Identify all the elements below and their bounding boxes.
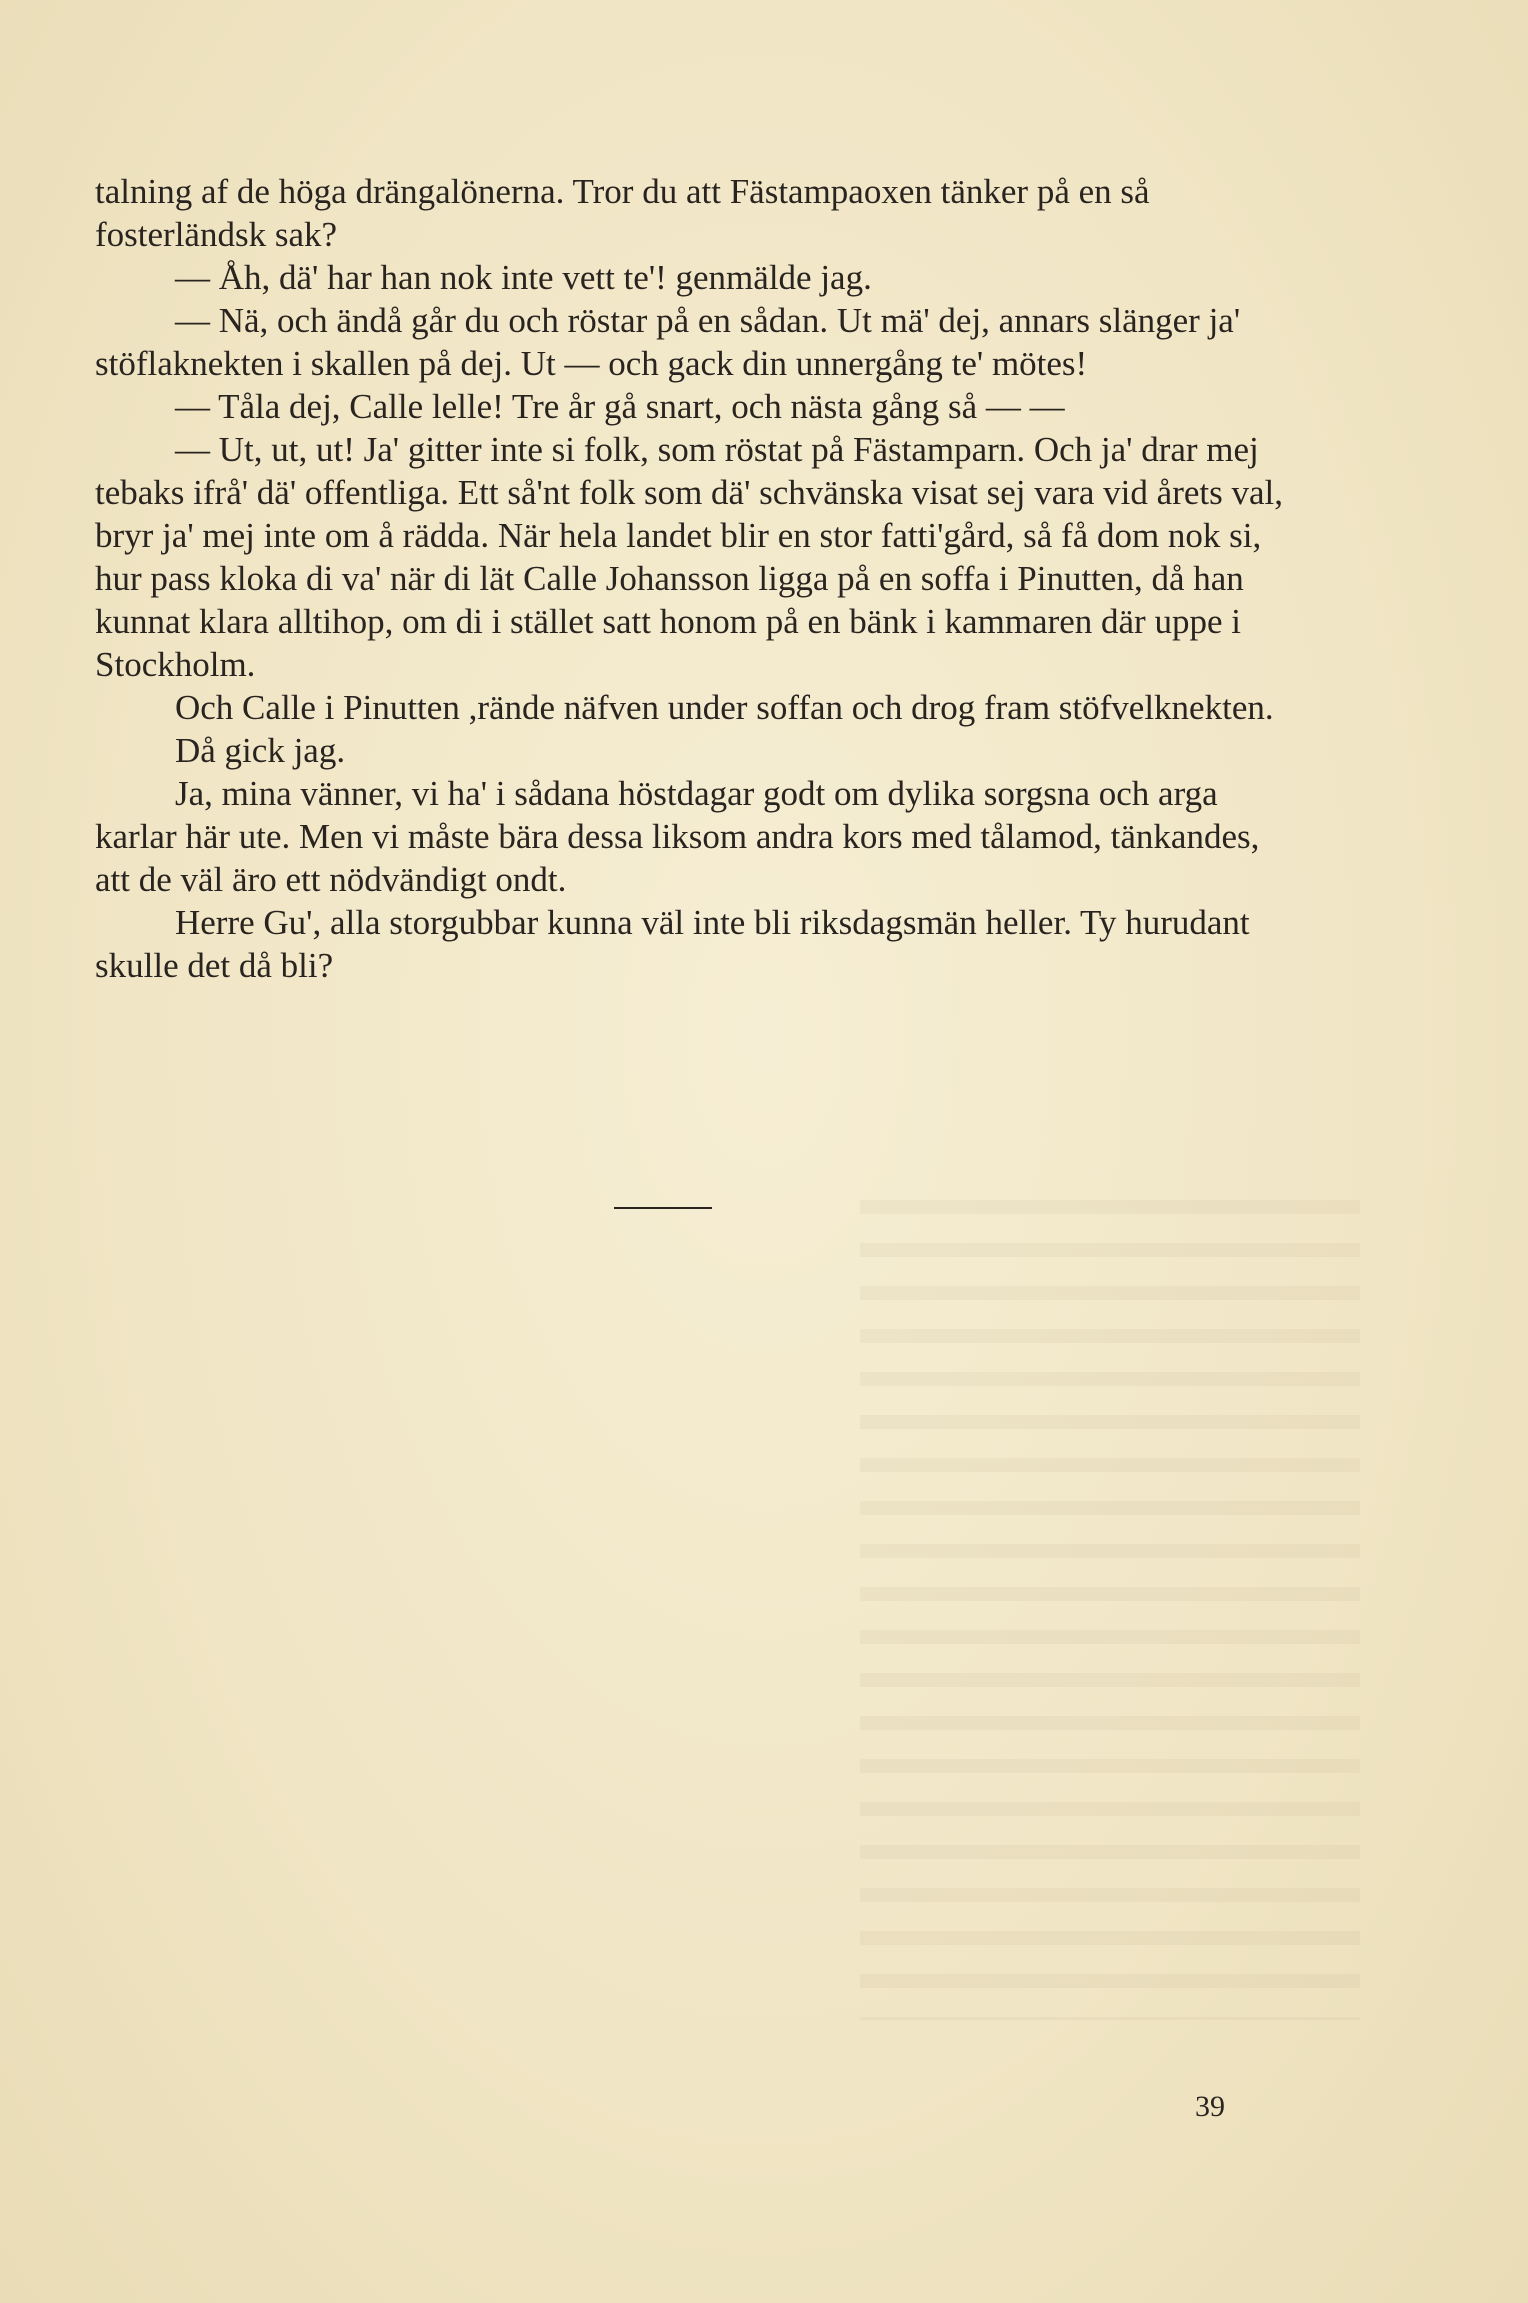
- paragraph-2: — Åh, dä' har han nok inte vett te'! genmälde jag.: [175, 258, 872, 297]
- section-divider: [614, 1207, 712, 1209]
- paragraph-3: — Nä, och ändå går du och röstar på en sådan. Ut mä' dej, annars slänger ja' stöflaknekten i skallen på dej. Ut — och gack din unnergång te' mötes!: [95, 301, 1241, 383]
- page-number: 39: [1195, 2090, 1225, 2123]
- paragraph-7: Då gick jag.: [175, 731, 346, 770]
- paragraph-4: — Tåla dej, Calle lelle! Tre år gå snart, och nästa gång så — —: [175, 387, 1065, 426]
- paragraph-1: talning af de höga drängalönerna. Tror du att Fästampaoxen tänker på en så fosterländsk sak?: [95, 172, 1150, 254]
- paragraph-6: Och Calle i Pinutten ,rände näfven under soffan och drog fram stöfvelknekten.: [175, 688, 1274, 727]
- body-text: [95, 170, 1295, 987]
- paragraph-5: — Ut, ut, ut! Ja' gitter inte si folk, som röstat på Fästamparn. Och ja' drar mej tebaks ifrå' dä' offentliga. Ett så'nt folk som dä' schvänska visat sej vara vid årets val, bryr ja' mej inte om å rädda. När hela landet blir en stor fatti'gård, så få dom nok si, hur pass kloka di va' när di lät Calle Johansson ligga på en soffa i Pinutten, då han kunnat klara alltihop, om di i stället satt honom på en bänk i kammaren där uppe i Stockholm.: [95, 430, 1283, 684]
- paragraph-9: Herre Gu', alla storgubbar kunna väl inte bli riksdagsmän heller. Ty hurudant skulle det då bli?: [95, 903, 1250, 985]
- paragraph-8: Ja, mina vänner, vi ha' i sådana höstdagar godt om dylika sorgsna och arga karlar här ute. Men vi måste bära dessa liksom andra kors med tålamod, tänkandes, att de väl äro ett nödvändigt ondt.: [95, 774, 1260, 899]
- show-through-text: [860, 1200, 1360, 2020]
